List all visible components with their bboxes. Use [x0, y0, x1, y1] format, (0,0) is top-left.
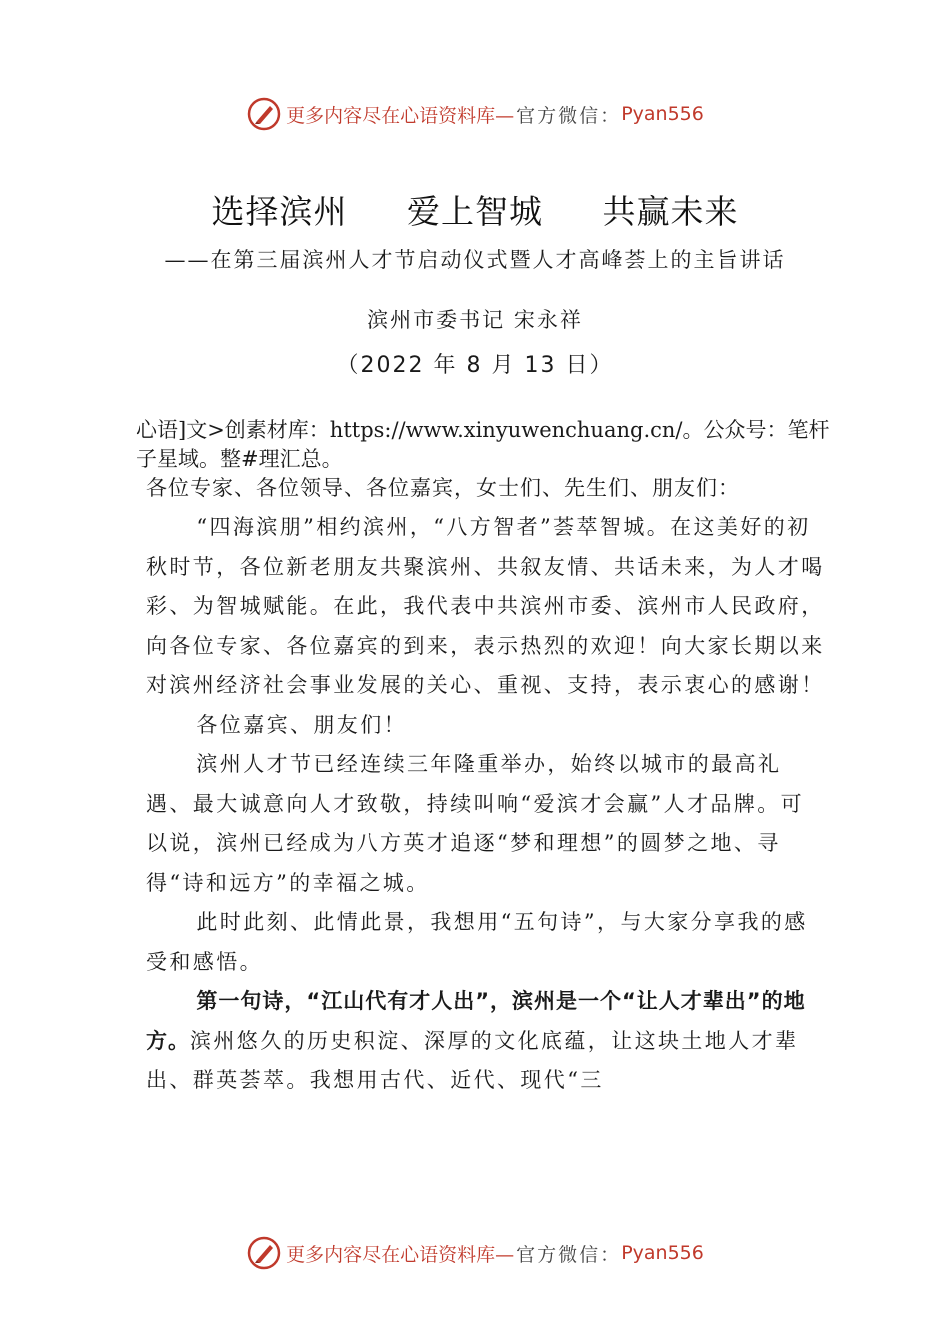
date-day-unit: 日: [556, 353, 590, 378]
date-day: 13: [524, 353, 557, 378]
paragraph-3: 滨州人才节已经连续三年隆重举办，始终以城市的最高礼遇、最大诚意向人才致敬，持续叫响“爱滨才会赢”人才品牌。可以说，滨州已经成为八方英才追逐“梦和理想”的圆梦之地、寻得“诗和远方”的幸福之城。: [146, 752, 805, 895]
pen-logo-icon: [246, 96, 282, 132]
watermark-banner-bottom: [0, 1233, 950, 1273]
document-title: [0, 186, 950, 233]
watermark-banner-top: [0, 94, 950, 134]
paragraph-2: 各位嘉宾、朋友们！: [196, 712, 407, 737]
pen-logo-icon: [246, 1235, 282, 1271]
document-subtitle: ——在第三届滨州人才节启动仪式暨人才高峰荟上的主旨讲话: [164, 248, 786, 272]
document-author: 滨州市委书记 宋永祥: [367, 308, 583, 332]
date-year-unit: 年: [424, 353, 467, 378]
title-part-1: 选择滨州: [211, 192, 348, 231]
watermark-text: 更多内容尽在心语资料库—: [286, 104, 515, 127]
date-open: （: [336, 353, 361, 378]
watermark-wechat-label: 官方微信：: [516, 104, 622, 127]
date-close: ）: [589, 353, 614, 378]
date-month-unit: 月: [482, 353, 525, 378]
document-date: [0, 348, 950, 379]
watermark-text: 更多内容尽在心语资料库—: [286, 1243, 515, 1266]
paragraph-1: “四海滨朋”相约滨州，“八方智者”荟萃智城。在这美好的初秋时节，各位新老朋友共聚滨州、共叙友情、共话未来，为人才喝彩、为智城赋能。在此，我代表中共滨州市委、滨州市人民政府，向各位专家、各位嘉宾的到来，表示热烈的欢迎！向大家长期以来对滨州经济社会事业发展的关心、重视、支持，表示衷心的感谢！: [146, 515, 825, 697]
source-note: 心语]文>创素材库：https://www.xinyuwenchuang.cn/。公众号：笔杆子星域。整#理汇总。: [136, 418, 830, 471]
title-part-3: 共赢未来: [602, 192, 739, 231]
paragraph-5-heading: 第一句诗，“江山代有才人出”，滨州是一个“让人才辈出”的地方。: [146, 989, 806, 1053]
paragraph-5-text: 滨州悠久的历史积淀、深厚的文化底蕴，让这块土地人才辈出、群英荟萃。我想用古代、近代、现代“三: [146, 1028, 799, 1092]
speech-body: [146, 508, 826, 1101]
paragraph-5: [146, 982, 826, 1101]
watermark-wechat-id: Pyan556: [621, 103, 704, 125]
title-part-2: 爱上智城: [407, 192, 543, 231]
paragraph-4: 此时此刻、此情此景，我想用“五句诗”，与大家分享我的感受和感悟。: [146, 910, 808, 974]
date-year: 2022: [360, 353, 425, 378]
date-month: 8: [466, 353, 483, 378]
salutation: 各位专家、各位领导、各位嘉宾，女士们、先生们、朋友们：: [146, 476, 740, 500]
watermark-wechat-id: Pyan556: [621, 1242, 704, 1264]
watermark-wechat-label: 官方微信：: [516, 1243, 622, 1266]
